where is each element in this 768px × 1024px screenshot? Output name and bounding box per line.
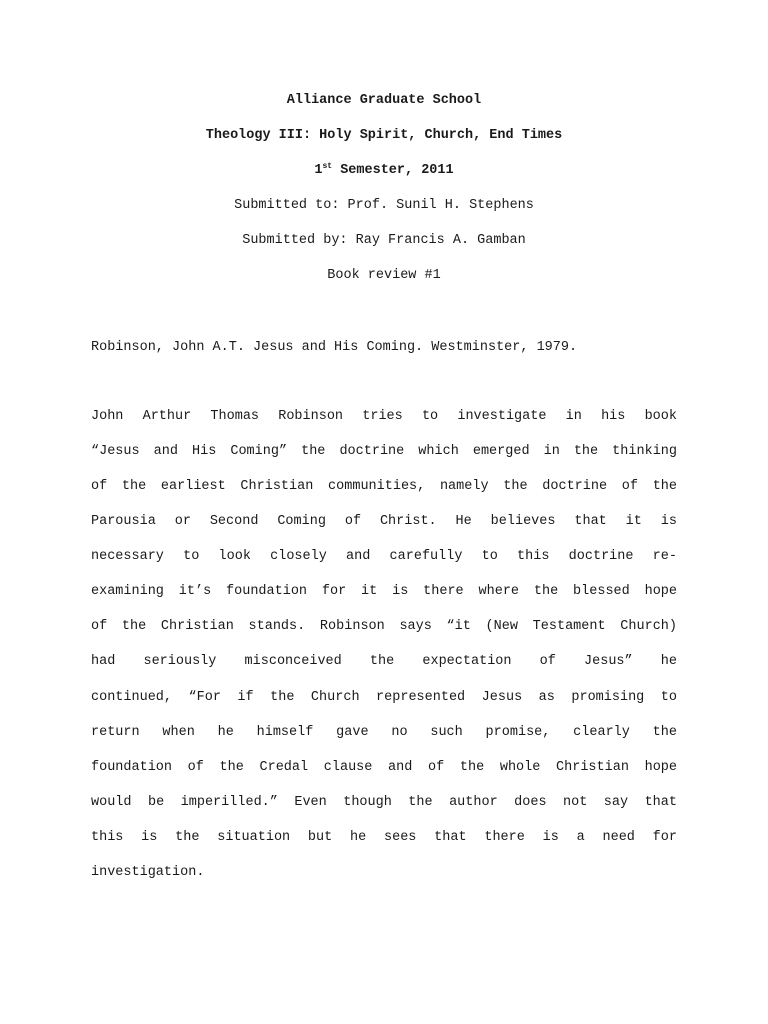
paragraph-line: would be imperilled.” Even though the author does not say that (91, 795, 677, 810)
paragraph-line: examining it’s foundation for it is there where the blessed hope (91, 584, 677, 599)
school-name: Alliance Graduate School (286, 93, 482, 108)
book-citation: Robinson, John A.T. Jesus and His Coming. Westminster, 1979. (91, 340, 578, 355)
submitted-by: Submitted by: Ray Francis A. Gamban (242, 233, 526, 248)
paragraph-line: continued, “For if the Church represented Jesus as promising to (91, 690, 677, 705)
paragraph-line: John Arthur Thomas Robinson tries to investigate in his book (91, 409, 677, 424)
paragraph-line: foundation of the Credal clause and of the whole Christian hope (91, 760, 677, 775)
paragraph-line: had seriously misconceived the expectation of Jesus” he (91, 654, 677, 669)
paragraph-line: Parousia or Second Coming of Christ. He believes that it is (91, 514, 677, 529)
paragraph-line: return when he himself gave no such promise, clearly the (91, 725, 677, 740)
paragraph-line: investigation. (91, 865, 205, 880)
paragraph-line: necessary to look closely and carefully to this doctrine re- (91, 549, 677, 564)
semester-text: Semester, 2011 (332, 163, 454, 178)
paragraph-line: this is the situation but he sees that there is a need for (91, 830, 677, 845)
semester-ordinal: st (322, 162, 333, 171)
semester-number: 1 (314, 163, 323, 178)
paragraph-line: “Jesus and His Coming” the doctrine which emerged in the thinking (91, 444, 677, 459)
paragraph-line: of the Christian stands. Robinson says “it (New Testament Church) (91, 619, 677, 634)
submitted-to: Submitted to: Prof. Sunil H. Stephens (234, 198, 534, 213)
semester-line (0, 161, 768, 181)
course-title: Theology III: Holy Spirit, Church, End Times (205, 128, 563, 143)
review-number: Book review #1 (327, 268, 441, 283)
paragraph-line: of the earliest Christian communities, namely the doctrine of the (91, 479, 677, 494)
